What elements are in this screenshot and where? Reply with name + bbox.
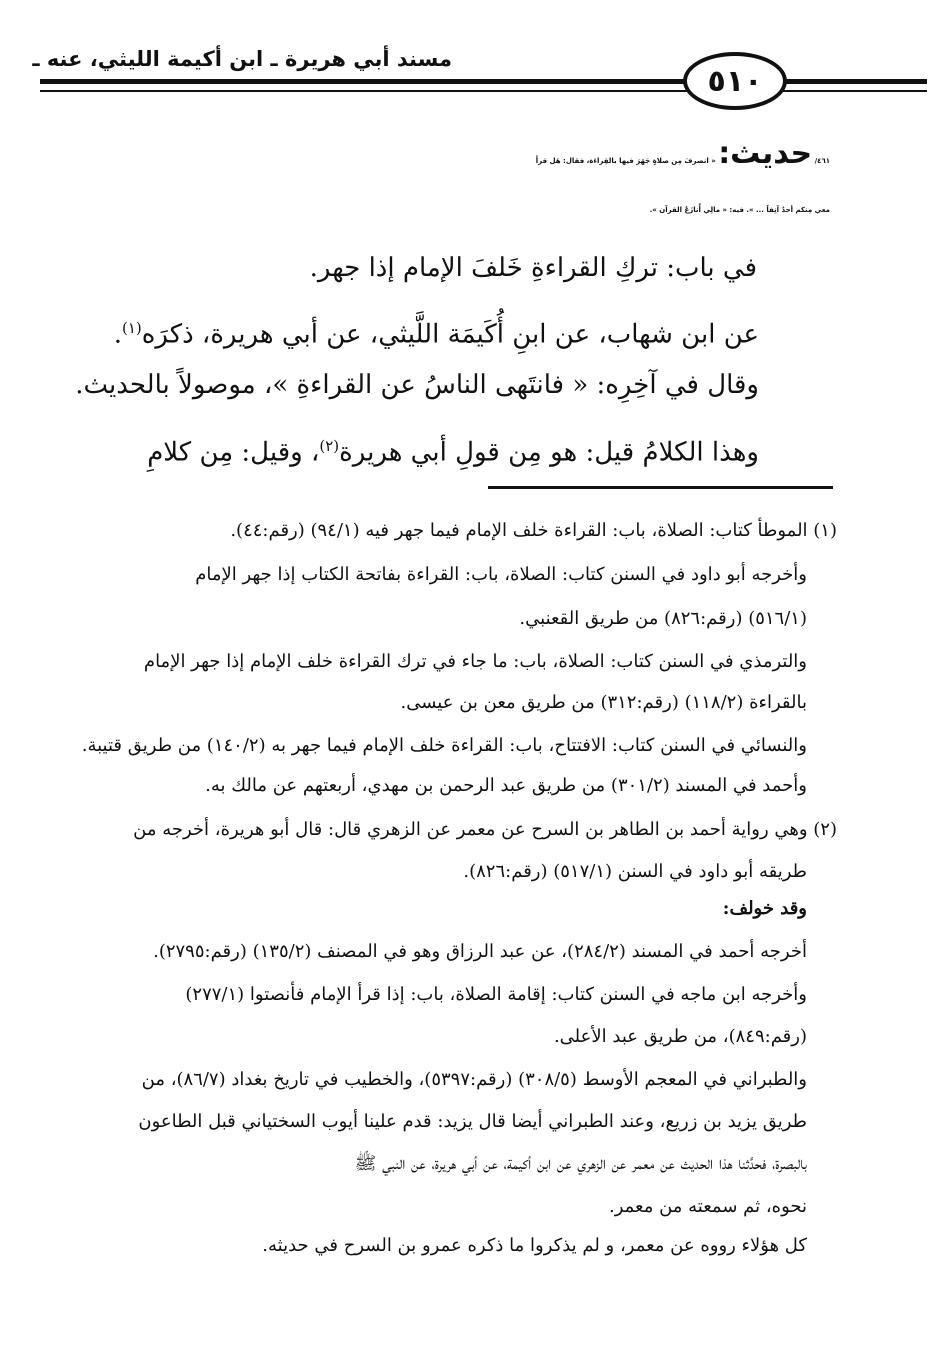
header-rule-right (782, 79, 927, 84)
footnote-line: وأخرجه أبو داود في السنن كتاب: الصلاة، باب: القراءة بفاتحة الكتاب إذا جهر الإمام (195, 564, 807, 585)
body-line-4-text-a: وهذا الكلامُ قيل: هو مِن قولِ أبي هريرة (339, 437, 759, 468)
header-rule (40, 79, 690, 84)
body-line-2-text: عن ابن شهاب، عن ابنِ أُكَيمَة اللَّيثي، عن أبي هريرة، ذكرَه (141, 319, 759, 350)
body-line-4 (59, 418, 759, 481)
body-line-2: عن ابن شهاب، عن ابنِ أُكَيمَة اللَّيثي، عن أبي هريرة، ذكرَه$^{(١)}$. (113, 319, 759, 350)
footnote-ref-2[interactable]: (٢) (319, 437, 340, 455)
footnote-line: أخرجه أحمد في المسند (٢٨٤/٢)، عن عبد الرزاق وهو في المصنف (١٣٥/٢) (رقم:٢٧٩٥). (153, 941, 807, 962)
page-number: ٥١٠ (683, 52, 787, 110)
footnote-line: وأخرجه ابن ماجه في السنن كتاب: إقامة الصلاة، باب: إذا قرأ الإمام فأنصتوا (٢٧٧/١) (185, 984, 807, 1005)
footnote-line: والترمذي في السنن كتاب: الصلاة، باب: ما جاء في ترك القراءة خلف الإمام إذا جهر الإمام (143, 651, 807, 672)
footnote-line: كل هؤلاء رووه عن معمر، و لم يذكروا ما ذكره عمرو بن السرح في حديثه. (262, 1235, 807, 1256)
footnote-line: بالقراءة (١١٨/٢) (رقم:٣١٢) من طريق معن بن عيسى. (400, 692, 807, 713)
footnote-line: (١) الموطأ كتاب: الصلاة، باب: القراءة خلف الإمام فيما جهر فيه (٩٤/١) (رقم:٤٤). (230, 520, 837, 541)
footnote-line: طريقه أبو داود في السنن (٥١٧/١) (رقم:٨٢٦). (463, 861, 807, 882)
hadith-number: ٤٦١/ (814, 157, 830, 165)
footnote-line: والنسائي في السنن كتاب: الافتتاح، باب: القراءة خلف الإمام فيما جهر به (١٤٠/٢) من طريق قتيبة. (81, 735, 807, 756)
running-header: مسند أبي هريرة ـ ابن أكيمة الليثي، عنه ـ (32, 47, 452, 71)
hadith-label: حديث: (718, 136, 813, 171)
footnote-line: (رقم:٨٤٩)، من طريق عبد الأعلى. (553, 1026, 807, 1047)
footnote-subheading: وقد خولف: (722, 898, 807, 919)
footnote-line: (٥١٦/١) (رقم:٨٢٦) من طريق القعنبي. (519, 608, 807, 629)
footnote-line: طريق يزيد بن زريع، وعند الطبراني أيضا قال يزيد: قدم علينا أيوب السختياني قبل الطاعون (138, 1111, 807, 1132)
footnote-separator (488, 486, 833, 489)
hadith-heading-line-2: معي مِنكم أحدٌ آنِفاً ... ». فيه: « مالِي أُنازَعُ القرآن ». (649, 206, 830, 214)
footnote-line: وأحمد في المسند (٣٠١/٢) من طريق عبد الرحمن بن مهدي، أربعتهم عن مالك به. (205, 775, 807, 796)
body-line-3: وقال في آخِرِه: « فانتَهى الناسُ عن القراءةِ »، موصولاً بالحديث. (75, 370, 759, 400)
hadith-heading-line-1 (50, 126, 830, 189)
footnote-line: (٢) وهي رواية أحمد بن الطاهر بن السرح عن معمر عن الزهري قال: قال أبو هريرة، أخرجه من (133, 819, 837, 840)
footnote-line: والطبراني في المعجم الأوسط (٣٠٨/٥) (رقم:٥٣٩٧)، والخطيب في تاريخ بغداد (٨٦/٧)، من (141, 1069, 807, 1090)
footnote-line: نحوه، ثم سمعته من معمر. (608, 1196, 807, 1217)
footnote-ref-1[interactable]: (١) (121, 319, 142, 337)
header-rule-thin (40, 90, 690, 92)
body-line-4-text-b: ، وقيل: مِن كلامِ (147, 437, 320, 468)
footnote-line: بالبصرة، فحدَّثنا هذا الحديث عن معمر عن الزهري عن ابن أكيمة، عن أبي هريرة، عن النبي ﷺ (354, 1153, 807, 1174)
header-rule-right-thin (782, 90, 927, 92)
hadith-text-1: « انصرفَ مِن صلاةٍ جَهَرَ فيها بالقِراءَة، فقال: هَل قرأَ (535, 157, 716, 165)
body-line-1: في باب: تركِ القراءةِ خَلفَ الإمام إذا جهر. (309, 253, 757, 283)
